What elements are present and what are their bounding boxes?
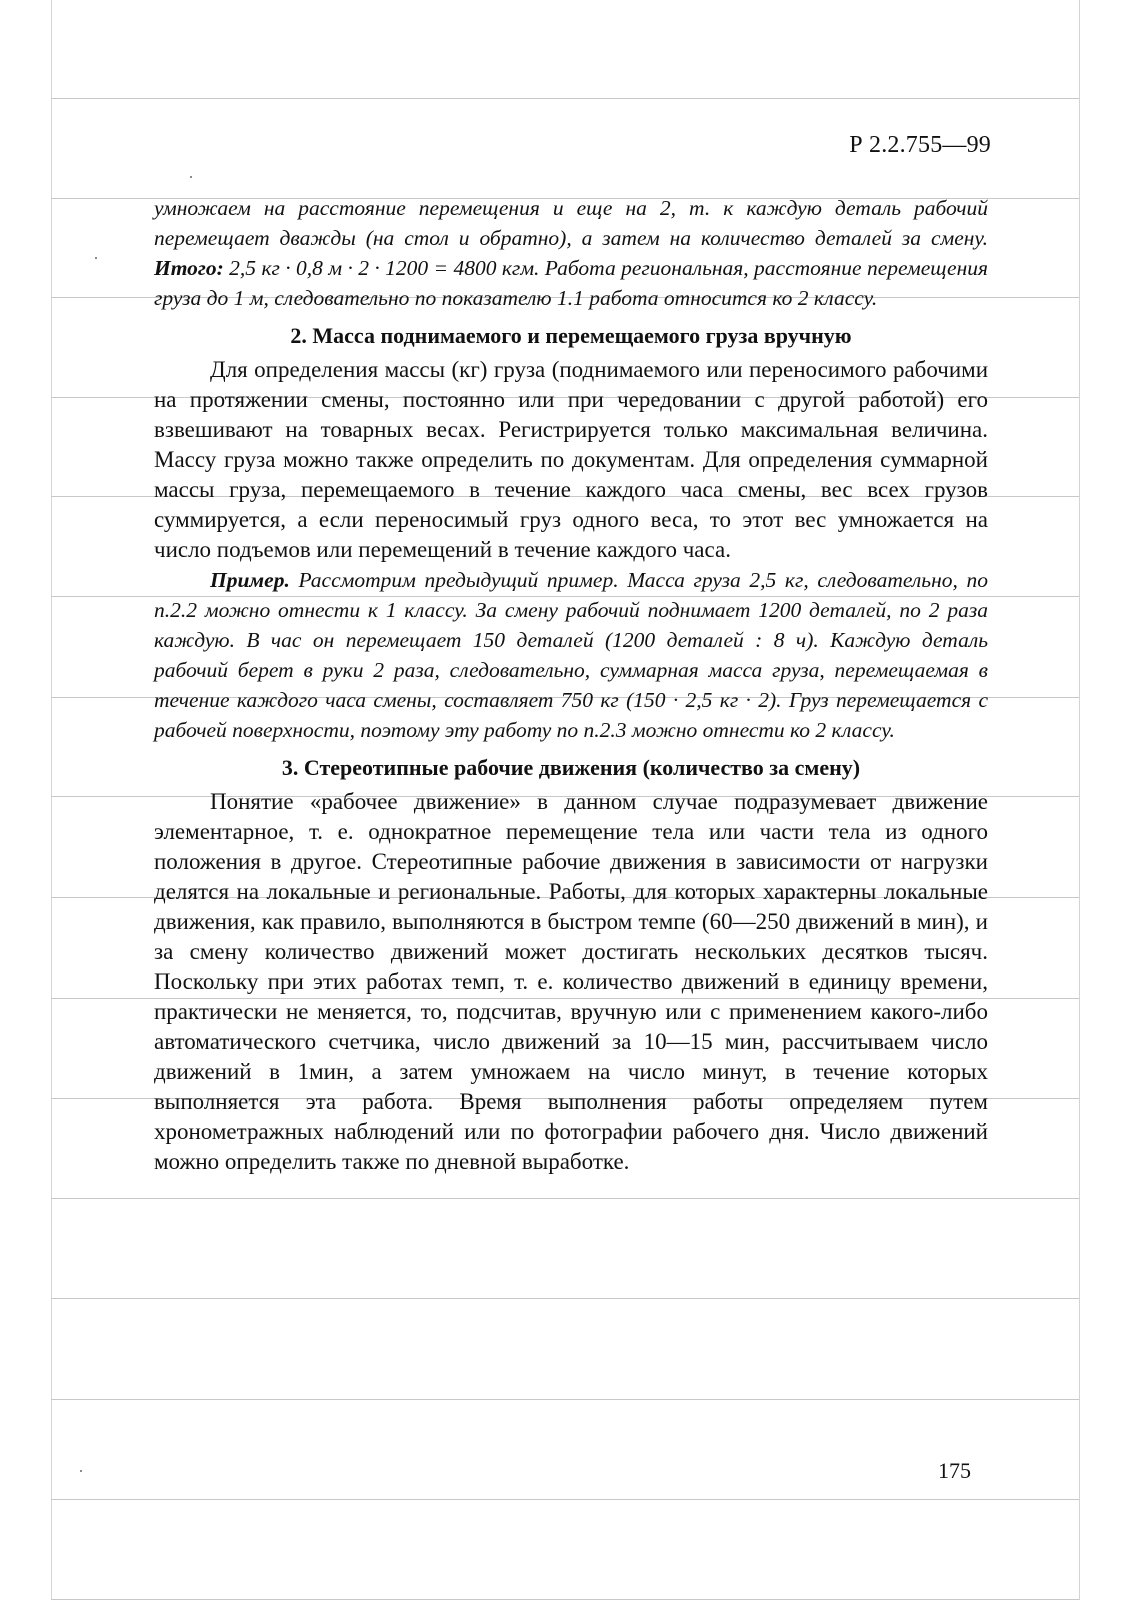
scan-line [51,1499,1079,1500]
page-number: 175 [938,1458,971,1483]
page-content [154,193,988,1177]
scan-speck [190,176,192,178]
intro-text-start: умножаем на расстояние перемещения и еще на 2, т. к каждую деталь рабочий перемещает дважды (на стол и обратно), а затем на количество деталей за смену. [154,196,988,250]
section-3-heading: 3. Стереотипные рабочие движения (количество за смену) [281,755,861,780]
page-frame-right [1079,0,1080,1600]
scan-speck [95,257,97,259]
document-code: Р 2.2.755—99 [849,132,991,158]
intro-paragraph [154,193,988,313]
scan-speck [80,1470,82,1472]
scan-line [51,98,1079,99]
section-2-heading: 2. Масса поднимаемого и перемещаемого груза вручную [290,323,852,348]
scan-line [51,1198,1079,1199]
total-label: Итого: [154,256,224,280]
scan-line [51,1298,1079,1299]
intro-text-end: 2,5 кг · 0,8 м · 2 · 1200 = 4800 кгм. Работа региональная, расстояние перемещения груза до 1 м, следовательно по показателю 1.1 работа относится ко 2 классу. [154,256,988,310]
example-text: Рассмотрим предыдущий пример. Масса груза 2,5 кг, следовательно, по п.2.2 можно отнести к 1 классу. За смену рабочий поднимает 1200 деталей, по 2 раза каждую. В час он перемещает 150 деталей (1200 деталей : 8 ч). Каждую деталь рабочий берет в руки 2 раза, следовательно, суммарная масса груза, перемещаемая в течение каждого часа смены, составляет 750 кг (150 · 2,5 кг · 2). Груз перемещается с рабочей поверхности, поэтому эту работу по п.2.3 можно отнести ко 2 классу. [154,568,988,742]
section-3-paragraph: Понятие «рабочее движение» в данном случае подразумевает движение элементарное, т. е. однократное перемещение тела или части тела из одного положения в другое. Стереотипные рабочие движения в зависимости от нагрузки делятся на локальные и региональные. Работы, для которых характерны локальные движения, как правило, выполняются в быстром темпе (60—250 движений в мин), и за смену количество движений может достигать нескольких десятков тысяч. Поскольку при этих работах темп, т. е. количество движений в единицу времени, практически не меняется, то, подсчитав, вручную или с применением какого-либо автоматического счетчика, число движений за 10—15 мин, рассчитываем число движений в 1мин, а затем умножаем на число минут, в течение которых выполняется эта работа. Время выполнения работы определяем путем хронометражных наблюдений или по фотографии рабочего дня. Число движений можно определить также по дневной выработке. [154,789,988,1174]
page-frame-left [51,0,52,1600]
example-label: Пример. [210,568,290,592]
scan-line [51,1399,1079,1400]
example-paragraph [154,565,988,745]
section-2-paragraph: Для определения массы (кг) груза (поднимаемого или переносимого рабочими на протяжении смены, постоянно или при чередовании с другой работой) его взвешивают на товарных весах. Регистрируется только максимальная величина. Массу груза можно также определить по документам. Для определения суммарной массы груза, перемещаемого в течение каждого часа смены, вес всех грузов суммируется, а если переносимый груз одного веса, то этот вес умножается на число подъемов или перемещений в течение каждого часа. [154,357,988,562]
